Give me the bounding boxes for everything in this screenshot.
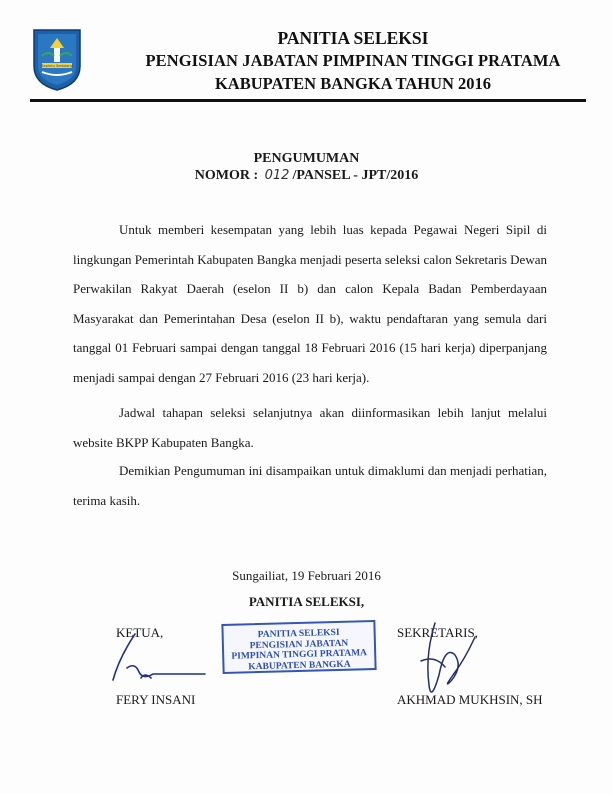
paragraph-schedule-info xyxy=(73,398,547,457)
chair-signature xyxy=(105,628,215,690)
stamp-line: PANITIA SELEKSI xyxy=(257,627,340,641)
nomor-prefix: NOMOR : xyxy=(194,168,259,183)
announcement-number xyxy=(0,168,613,184)
stamp-line: KABUPATEN BANGKA xyxy=(248,659,351,672)
official-stamp xyxy=(221,620,376,674)
nomor-handwritten-value: 012 xyxy=(264,168,290,183)
paragraph-line: tanggal 01 Februari sampai dengan tanggal 18 Februari 2016 (15 hari kerja) diperpanjang xyxy=(73,340,547,355)
paragraph-line: Perwakilan Rakyat Daerah (eselon II b) dan calon Kepala Badan Pemberdayaan xyxy=(73,281,547,296)
announcement-title: PENGUMUMAN xyxy=(253,151,360,166)
place-and-date: Sungailiat, 19 Februari 2016 xyxy=(232,568,381,583)
header-subtitle: PENGISIAN JABATAN PIMPINAN TINGGI PRATAMA xyxy=(145,51,561,70)
paragraph-line: website BKPP Kabupaten Bangka. xyxy=(73,434,254,450)
paragraph-line: terima kasih. xyxy=(73,492,141,508)
paragraph-line: menjadi sampai dengan 27 Februari 2016 (23 hari kerja). xyxy=(73,369,370,385)
chair-title: KETUA, xyxy=(116,625,164,640)
nomor-suffix: /PANSEL - JPT/2016 xyxy=(292,168,419,183)
paragraph-line: Jadwal tahapan seleksi selanjutnya akan diinformasikan lebih lanjut melalui xyxy=(119,405,547,420)
paragraph-registration-extension xyxy=(73,215,547,392)
stamp-line: PIMPINAN TINGGI PRATAMA xyxy=(231,648,368,662)
paragraph-line: lingkungan Pemerintah Kabupaten Bangka menjadi peserta seleksi calon Sekretaris Dewan xyxy=(73,251,547,267)
header-rule xyxy=(30,99,586,102)
committee-signature-heading: PANITIA SELEKSI, xyxy=(248,594,365,609)
header-title: PANITIA SELEKSI xyxy=(277,28,429,48)
stamp-line: PENGISIAN JABATAN xyxy=(249,638,349,651)
secretary-title: SEKRETARIS, xyxy=(397,625,478,640)
paragraph-line: Masyarakat dan Pemerintahan Desa (eselon II b), waktu pendaftaran yang semula dari xyxy=(73,310,547,326)
chair-name: FERY INSANI xyxy=(116,692,196,707)
header-region-year: KABUPATEN BANGKA TAHUN 2016 xyxy=(214,74,492,93)
paragraph-closing xyxy=(73,456,547,515)
paragraph-line: Demikian Pengumuman ini disampaikan untuk dimaklumi dan menjadi perhatian, xyxy=(119,463,547,478)
kabupaten-bangka-logo xyxy=(28,26,86,92)
secretary-name: AKHMAD MUKHSIN, SH xyxy=(397,692,543,707)
paragraph-line: Untuk memberi kesempatan yang lebih luas kepada Pegawai Negeri Sipil di xyxy=(119,222,547,237)
logo-motto: Sepintu Sedulang xyxy=(41,64,73,69)
